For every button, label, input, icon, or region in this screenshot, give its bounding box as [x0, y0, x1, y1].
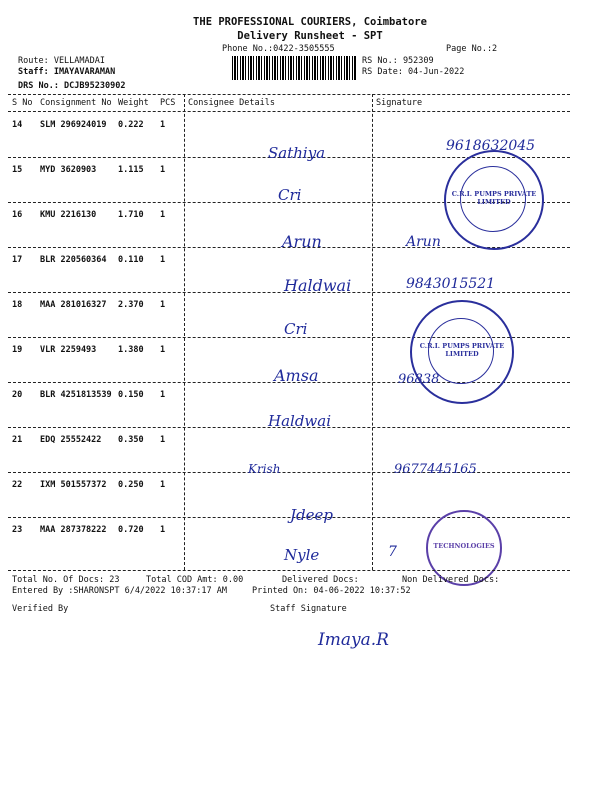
col-pcs: PCS	[160, 98, 176, 108]
row-sno: 19	[12, 345, 23, 355]
hand-deep: Jdeep	[290, 506, 333, 524]
row-sno: 18	[12, 300, 23, 310]
row-sno: 22	[12, 480, 23, 490]
staff: Staff: IMAYAVARAMAN	[18, 67, 116, 77]
row-pcs: 1	[160, 390, 166, 400]
hand-arun: Arun	[282, 232, 322, 251]
row-weight: 1.710	[118, 210, 144, 220]
total-docs: Total No. Of Docs: 23	[12, 575, 120, 585]
row-consignment: KMU 2216130	[40, 210, 97, 220]
col-signature: Signature	[376, 98, 423, 108]
hand-phone1: 9618632045	[446, 138, 536, 154]
cod-amount: Total COD Amt: 0.00	[146, 575, 244, 585]
entered-by: Entered By :SHARONSPT 6/4/2022 10:37:17 AM	[12, 586, 227, 596]
row-pcs: 1	[160, 345, 166, 355]
hand-sri1: Cri	[278, 186, 302, 204]
row-sno: 20	[12, 390, 23, 400]
verified-by: Verified By	[12, 604, 69, 614]
row-pcs: 1	[160, 300, 166, 310]
row-pcs: 1	[160, 480, 166, 490]
row-pcs: 1	[160, 525, 166, 535]
row-weight: 1.380	[118, 345, 144, 355]
delivered-docs: Delivered Docs:	[282, 575, 359, 585]
divider	[8, 570, 570, 571]
row-pcs: 1	[160, 120, 166, 130]
barcode-icon	[232, 56, 356, 80]
row-sno: 21	[12, 435, 23, 445]
row-pcs: 1	[160, 165, 166, 175]
hand-sri2: Cri	[284, 320, 308, 338]
route: Route: VELLAMADAI	[18, 56, 105, 66]
row-pcs: 1	[160, 435, 166, 445]
row-consignment: EDQ 25552422	[40, 435, 102, 445]
row-weight: 0.150	[118, 390, 144, 400]
row-consignment: MYD 3620903	[40, 165, 97, 175]
non-delivered-docs: Non Delivered Docs:	[402, 575, 500, 585]
col-weight: Weight	[118, 98, 149, 108]
row-consignment: IXM 501557372	[40, 480, 107, 490]
row-consignment: BLR 4251813539	[40, 390, 112, 400]
hand-phone2: 9843015521	[406, 276, 496, 292]
row-weight: 0.250	[118, 480, 144, 490]
row-sno: 23	[12, 525, 23, 535]
divider	[8, 94, 570, 95]
row-sno: 16	[12, 210, 23, 220]
row-divider	[8, 472, 570, 473]
staff-signature-label: Staff Signature	[270, 604, 347, 614]
hand-haldwai1: Haldwai	[284, 276, 352, 295]
sheet-title: Delivery Runsheet - SPT	[237, 30, 383, 42]
row-weight: 2.370	[118, 300, 144, 310]
company-stamp-3: TECHNOLOGIES	[426, 510, 502, 586]
row-pcs: 1	[160, 210, 166, 220]
row-consignment: SLM 296924019	[40, 120, 107, 130]
hand-nyle: Nyle	[284, 546, 320, 564]
company-name: THE PROFESSIONAL COURIERS, Coimbatore	[193, 16, 427, 28]
rs-date: RS Date: 04-Jun-2022	[362, 67, 465, 77]
hand-sign-arun: Arun	[406, 234, 441, 250]
row-weight: 1.115	[118, 165, 144, 175]
table-row	[0, 431, 600, 473]
drs-number: DRS No.: DCJB95230902	[18, 81, 126, 91]
company-stamp-1: C.R.I. PUMPS PRIVATE LIMITED	[444, 150, 544, 250]
hand-amsa: Amsa	[274, 366, 319, 385]
row-consignment: VLR 2259493	[40, 345, 97, 355]
row-weight: 0.222	[118, 120, 144, 130]
row-consignment: MAA 287378222	[40, 525, 107, 535]
row-weight: 0.110	[118, 255, 144, 265]
col-consignee: Consignee Details	[188, 98, 275, 108]
rs-number: RS No.: 952309	[362, 56, 434, 66]
row-sno: 17	[12, 255, 23, 265]
row-sno: 14	[12, 120, 23, 130]
hand-phone4: 9677445165	[394, 462, 477, 477]
col-consignment: Consignment No	[40, 98, 112, 108]
hand-phone3: 96838	[398, 372, 440, 387]
row-weight: 0.350	[118, 435, 144, 445]
phone-number: Phone No.:0422-3505555	[222, 44, 335, 54]
row-pcs: 1	[160, 255, 166, 265]
page-number: Page No.:2	[446, 44, 498, 54]
hand-krish: Krish	[248, 462, 281, 476]
staff-signature-hand: Imaya.R	[318, 630, 389, 650]
hand-haldwai2: Haldwai	[268, 412, 332, 430]
printed-on: Printed On: 04-06-2022 10:37:52	[252, 586, 411, 596]
row-weight: 0.720	[118, 525, 144, 535]
hand-seven: 7	[388, 544, 397, 560]
row-consignment: BLR 220560364	[40, 255, 107, 265]
row-consignment: MAA 281016327	[40, 300, 107, 310]
row-sno: 15	[12, 165, 23, 175]
company-stamp-2: C.R.I. PUMPS PRIVATE LIMITED	[410, 300, 514, 404]
hand-sathiya: Sathiya	[268, 144, 326, 162]
col-sno: S No	[12, 98, 33, 108]
divider	[8, 111, 570, 112]
